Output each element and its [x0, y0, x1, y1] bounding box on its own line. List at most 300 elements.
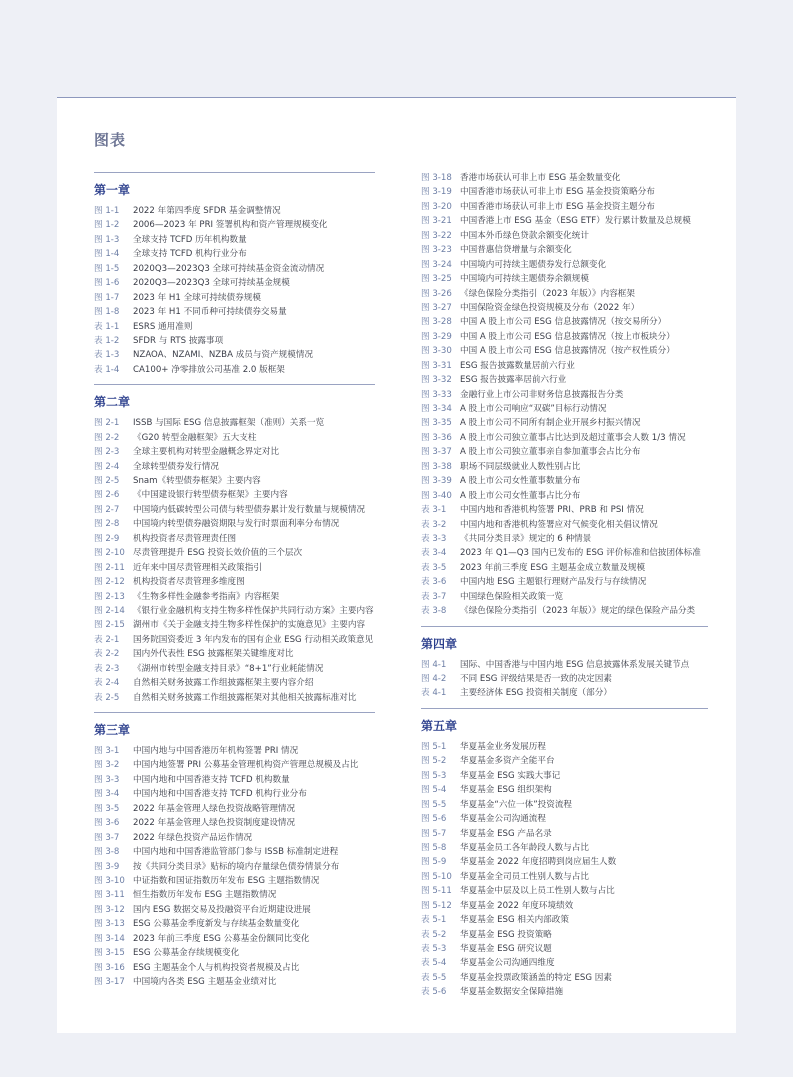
list-item[interactable]: [94, 903, 375, 917]
list-item[interactable]: [94, 431, 375, 445]
figure-caption: 华夏基金 ESG 实践大事记: [460, 770, 561, 781]
list-item[interactable]: [94, 590, 375, 604]
figure-number: 图 3-23: [421, 245, 452, 256]
figure-number: 图 1-6: [94, 278, 120, 289]
figure-caption: 香港市场获认可非上市 ESG 基金数量变化: [460, 173, 621, 183]
figure-caption: 华夏基金 ESG 投资策略: [460, 929, 552, 940]
list-item[interactable]: [94, 888, 375, 902]
figure-caption: 中国内地 ESG 主题银行理财产品发行与存续情况: [460, 577, 647, 588]
figure-caption: ESG 主题基金个人与机构投资者规模及占比: [133, 962, 300, 973]
figure-number: 图 2-1: [94, 418, 120, 429]
figure-caption: 中国内地和香港机构签署 PRI、PRB 和 PSI 情况: [460, 505, 644, 516]
figure-caption: 华夏基金 ESG 组织架构: [460, 785, 552, 796]
figure-number: 图 3-31: [421, 360, 452, 371]
figure-caption: SFDR 与 RTS 披露事项: [133, 335, 224, 346]
list-item[interactable]: [421, 489, 708, 503]
figure-number: 图 3-37: [421, 447, 452, 458]
list-item[interactable]: [421, 402, 708, 416]
figure-caption: ISSB 与国际 ESG 信息披露框架（准则）关系一览: [133, 418, 325, 429]
list-item[interactable]: [421, 474, 708, 488]
list-item[interactable]: [94, 662, 375, 676]
list-item[interactable]: [421, 214, 708, 228]
list-item[interactable]: [421, 884, 708, 898]
figure-list: [421, 171, 708, 619]
figure-number: 表 3-6: [421, 577, 447, 588]
figure-caption: 全球主要机构对转型金融概念界定对比: [133, 447, 280, 458]
figure-number: 表 3-4: [421, 548, 447, 559]
figure-caption: 华夏基金 ESG 相关内部政策: [460, 915, 569, 926]
figure-number: 图 3-16: [94, 962, 125, 973]
list-item[interactable]: [421, 272, 708, 286]
figure-number: 图 3-3: [94, 774, 120, 785]
figure-caption: 华夏基金 ESG 产品名录: [460, 828, 552, 839]
figure-caption: 2022 年基金管理人绿色投资战略管理情况: [133, 803, 296, 814]
section-spacer: [94, 377, 375, 384]
list-item[interactable]: [94, 416, 375, 430]
chapter-section: [421, 708, 708, 1007]
figure-caption: 《银行业金融机构支持生物多样性保护共同行动方案》主要内容: [133, 605, 374, 616]
list-item[interactable]: [94, 334, 375, 348]
list-item[interactable]: [94, 773, 375, 787]
list-item[interactable]: [421, 518, 708, 532]
figure-number: 图 3-34: [421, 404, 452, 414]
figure-number: 图 5-10: [421, 871, 452, 882]
figure-number: 图 2-4: [94, 461, 120, 472]
figure-caption: 华夏基金多资产全能平台: [460, 756, 555, 767]
divider: [94, 172, 375, 173]
figure-caption: 2023 年前三季度 ESG 主题基金成立数量及规模: [460, 562, 646, 573]
list-item[interactable]: [421, 604, 708, 618]
figure-number: 图 2-14: [94, 605, 125, 616]
figure-number: 图 3-14: [94, 933, 125, 944]
chapter-section: [94, 172, 375, 384]
figure-number: 表 3-3: [421, 533, 447, 544]
figure-list: [421, 658, 708, 701]
list-item[interactable]: [94, 802, 375, 816]
figure-caption: 中国内地和中国香港支持 TCFD 机构数量: [133, 774, 290, 785]
list-item[interactable]: [94, 860, 375, 874]
figure-number: 图 3-17: [94, 977, 125, 987]
list-item[interactable]: [94, 744, 375, 758]
list-item[interactable]: [421, 185, 708, 199]
figure-number: 图 2-15: [94, 620, 125, 631]
figure-list: [421, 740, 708, 1000]
list-item[interactable]: [94, 975, 375, 989]
figure-number: 表 1-4: [94, 364, 120, 375]
list-item[interactable]: [94, 348, 375, 362]
figure-caption: 中国香港市场获认可非上市 ESG 基金投资主题分布: [460, 201, 655, 212]
list-item[interactable]: [421, 841, 708, 855]
list-item[interactable]: [94, 488, 375, 502]
figure-caption: 中证指数和国证指数历年发布 ESG 主题指数情况: [133, 875, 320, 886]
figure-caption: 中国内地和中国香港支持 TCFD 机构行业分布: [133, 789, 307, 800]
list-item[interactable]: [421, 754, 708, 768]
list-item[interactable]: [94, 816, 375, 830]
figure-number: 图 3-33: [421, 389, 452, 400]
figure-caption: 华夏基金业务发展历程: [460, 741, 546, 752]
figure-number: 表 5-5: [421, 972, 447, 983]
figure-number: 图 3-32: [421, 375, 452, 386]
figure-caption: 中国内地签署 PRI 公募基金管理机构资产管理总规模及占比: [133, 760, 359, 771]
figure-number: 表 5-4: [421, 958, 447, 969]
list-item[interactable]: [421, 243, 708, 257]
figure-caption: 2006—2023 年 PRI 签署机构和资产管理规模变化: [133, 220, 328, 231]
figure-caption: 中国境内可持续主题债券余额规模: [460, 274, 589, 285]
figure-caption: 中国香港市场获认可非上市 ESG 基金投资策略分布: [460, 187, 655, 198]
list-item[interactable]: [421, 575, 708, 589]
figure-caption: 华夏基金 2022 年度环境绩效: [460, 900, 574, 911]
chapter-section: [421, 626, 708, 708]
figure-number: 图 1-7: [94, 292, 120, 303]
chapter-section: [94, 384, 375, 712]
figure-caption: CA100+ 净零排放公司基准 2.0 版框架: [133, 364, 285, 375]
figure-number: 图 3-18: [421, 173, 452, 183]
figure-number: 图 5-5: [421, 799, 447, 810]
figure-number: 图 3-27: [421, 302, 452, 313]
figure-caption: 中国内地和中国香港监管部门参与 ISSB 标准制定进程: [133, 847, 339, 858]
figure-number: 表 5-2: [421, 929, 447, 940]
list-item[interactable]: [94, 676, 375, 690]
figure-number: 表 4-1: [421, 688, 447, 699]
figure-number: 图 5-2: [421, 756, 447, 767]
figure-number: 图 5-1: [421, 741, 447, 752]
list-item[interactable]: [421, 561, 708, 575]
section-spacer: [94, 989, 375, 996]
list-item[interactable]: [421, 899, 708, 913]
figure-number: 图 2-5: [94, 476, 120, 486]
figure-number: 图 3-2: [94, 760, 120, 771]
figure-number: 表 3-8: [421, 606, 447, 617]
list-item[interactable]: [94, 363, 375, 377]
figure-number: 图 4-2: [421, 674, 447, 684]
list-item[interactable]: [94, 831, 375, 845]
list-item[interactable]: [94, 276, 375, 290]
figure-number: 表 2-3: [94, 663, 120, 674]
list-item[interactable]: [94, 503, 375, 517]
figure-caption: 2022 年绿色投资产品运作情况: [133, 832, 253, 843]
figure-caption: 《绿色保险分类指引（2023 年版）》规定的绿色保险产品分类: [460, 606, 696, 617]
list-item[interactable]: [94, 946, 375, 960]
figure-caption: 湖州市《关于金融支持生物多样性保护的实施意见》主要内容: [133, 620, 366, 631]
list-item[interactable]: [421, 503, 708, 517]
figure-caption: ESRS 通用准则: [133, 321, 193, 332]
list-item[interactable]: [421, 855, 708, 869]
list-item[interactable]: [421, 913, 708, 927]
contents-page: [57, 97, 736, 1033]
figure-number: 图 2-13: [94, 591, 125, 602]
list-item[interactable]: [94, 517, 375, 531]
figure-number: 图 3-4: [94, 789, 120, 800]
list-item[interactable]: [94, 305, 375, 319]
chapter-section: [94, 712, 375, 996]
figure-number: 图 3-20: [421, 201, 452, 212]
list-item[interactable]: [94, 932, 375, 946]
divider: [94, 712, 375, 713]
figure-number: 图 3-25: [421, 274, 452, 285]
figure-number: 图 1-5: [94, 263, 120, 274]
list-item[interactable]: [94, 532, 375, 546]
figure-caption: 中国 A 股上市公司 ESG 信息披露情况（按产权性质分）: [460, 346, 675, 357]
figure-caption: 恒生指数历年发布 ESG 主题指数情况: [133, 890, 277, 901]
figure-caption: 华夏基金公司沟通流程: [460, 814, 546, 825]
list-item[interactable]: [421, 546, 708, 560]
list-item[interactable]: [94, 787, 375, 801]
list-item[interactable]: [94, 474, 375, 488]
figure-number: 图 1-3: [94, 234, 120, 245]
figure-caption: ESG 公募基金季度新发与存续基金数量变化: [133, 919, 300, 930]
section-spacer: [94, 705, 375, 712]
figure-caption: 《湖州市转型金融支持目录》“8+1”行业耗能情况: [133, 663, 324, 674]
figure-caption: ESG 报告披露数量居前六行业: [460, 360, 575, 371]
list-item[interactable]: [421, 330, 708, 344]
list-item[interactable]: [421, 200, 708, 214]
figure-caption: 华夏基金 2022 年度招聘到岗应届生人数: [460, 857, 617, 868]
list-item[interactable]: [421, 431, 708, 445]
figure-caption: 国内外代表性 ESG 披露框架关键维度对比: [133, 649, 294, 660]
figure-number: 图 1-2: [94, 220, 120, 231]
figure-number: 表 3-2: [421, 519, 447, 530]
figure-number: 表 2-1: [94, 634, 120, 645]
figure-number: 图 3-11: [94, 890, 125, 901]
figure-caption: 《绿色保险分类指引（2023 年版）》内容框架: [460, 288, 635, 299]
figure-caption: 中国绿色保险相关政策一览: [460, 591, 564, 602]
figure-caption: A 股上市公司独立董事占比达到及超过董事会人数 1/3 情况: [460, 432, 686, 443]
chapter-heading: 第四章: [421, 636, 458, 651]
figure-caption: 尽责管理提升 ESG 投资长效价值的三个层次: [133, 548, 303, 559]
list-item[interactable]: [421, 445, 708, 459]
figure-number: 图 5-11: [421, 886, 452, 897]
figure-number: 图 3-24: [421, 259, 452, 270]
left-column: [94, 172, 375, 996]
list-item[interactable]: [94, 247, 375, 261]
list-item[interactable]: [421, 870, 708, 884]
figure-list: [94, 744, 375, 989]
figure-caption: 华夏基金全司员工性别人数与占比: [460, 871, 589, 882]
figure-number: 图 2-6: [94, 490, 120, 501]
section-spacer: [421, 619, 708, 626]
list-item[interactable]: [421, 740, 708, 754]
list-item[interactable]: [421, 783, 708, 797]
figure-number: 图 2-8: [94, 519, 120, 530]
list-item[interactable]: [421, 812, 708, 826]
list-item[interactable]: [421, 460, 708, 474]
list-item[interactable]: [421, 301, 708, 315]
list-item[interactable]: [421, 798, 708, 812]
list-item[interactable]: [94, 218, 375, 232]
figure-list: [94, 204, 375, 377]
figure-number: 图 3-36: [421, 432, 452, 443]
list-item[interactable]: [421, 532, 708, 546]
right-column: [421, 171, 708, 1007]
list-item[interactable]: [94, 917, 375, 931]
list-item[interactable]: [421, 942, 708, 956]
list-item[interactable]: [421, 672, 708, 686]
list-item[interactable]: [421, 344, 708, 358]
figure-number: 图 3-1: [94, 746, 120, 756]
list-item[interactable]: [94, 618, 375, 632]
figure-number: 图 3-30: [421, 346, 452, 357]
figure-number: 图 2-9: [94, 533, 120, 544]
figure-caption: 2022 年第四季度 SFDR 基金调整情况: [133, 206, 281, 216]
section-spacer: [421, 701, 708, 708]
figure-number: 图 3-35: [421, 418, 452, 429]
figure-number: 表 1-2: [94, 335, 120, 346]
figure-number: 图 3-28: [421, 317, 452, 328]
figure-caption: ESG 公募基金存续规模变化: [133, 948, 240, 959]
figure-number: 图 3-22: [421, 230, 452, 241]
figure-caption: 华夏基金公司沟通四维度: [460, 958, 555, 969]
figure-number: 表 1-3: [94, 350, 120, 361]
figure-caption: 2023 年 H1 全球可持续债券规模: [133, 292, 261, 303]
list-item[interactable]: [421, 258, 708, 272]
list-item[interactable]: [421, 171, 708, 185]
figure-caption: A 股上市公司女性董事占比分布: [460, 490, 581, 501]
list-item[interactable]: [94, 460, 375, 474]
figure-number: 图 5-8: [421, 842, 447, 853]
figure-caption: 自然相关财务披露工作组披露框架对其他相关披露标准对比: [133, 692, 357, 703]
figure-caption: A 股上市公司独立董事亲自参加董事会占比分布: [460, 447, 641, 458]
list-item[interactable]: [94, 961, 375, 975]
figure-number: 图 3-13: [94, 919, 125, 930]
figure-caption: 机构投资者尽责管理责任图: [133, 533, 237, 544]
figure-caption: 中国香港上市 ESG 基金（ESG ETF）发行累计数量及总规模: [460, 216, 691, 227]
list-item[interactable]: [94, 647, 375, 661]
figure-number: 图 3-38: [421, 461, 452, 472]
figure-caption: ESG 报告披露率居前六行业: [460, 375, 567, 386]
list-item[interactable]: [421, 590, 708, 604]
list-item[interactable]: [94, 604, 375, 618]
figure-number: 表 1-1: [94, 321, 120, 332]
list-item[interactable]: [94, 845, 375, 859]
figure-caption: 中国保险资金绿色投资规模及分布（2022 年）: [460, 302, 640, 313]
figure-number: 表 3-1: [421, 505, 447, 516]
figure-number: 图 1-4: [94, 249, 120, 260]
figure-number: 图 2-11: [94, 562, 125, 573]
figure-number: 表 5-6: [421, 987, 447, 998]
figure-caption: 2023 年前三季度 ESG 公募基金份额同比变化: [133, 933, 310, 944]
list-item[interactable]: [94, 320, 375, 334]
figure-number: 表 5-3: [421, 944, 447, 954]
list-item[interactable]: [421, 686, 708, 700]
figure-caption: 《共同分类目录》规定的 6 种情景: [460, 533, 592, 544]
figure-caption: 2022 年基金管理人绿色投资制度建设情况: [133, 818, 296, 829]
figure-caption: 《中国建设银行转型债券框架》主要内容: [133, 490, 288, 501]
figure-caption: 中国 A 股上市公司 ESG 信息披露情况（按上市板块分）: [460, 331, 675, 342]
figure-number: 图 3-5: [94, 803, 120, 814]
list-item[interactable]: [421, 956, 708, 970]
list-item[interactable]: [421, 769, 708, 783]
figure-caption: 全球支持 TCFD 历年机构数量: [133, 234, 247, 245]
list-item[interactable]: [94, 758, 375, 772]
figure-caption: 2023 年 H1 不同币种可持续债券交易量: [133, 307, 287, 318]
chapter-heading: 第二章: [94, 395, 131, 410]
list-item[interactable]: [421, 229, 708, 243]
figure-caption: 职场不同层级就业人数性别占比: [460, 461, 581, 472]
divider: [421, 626, 708, 627]
figure-caption: 《生物多样性金融参考指南》内容框架: [133, 591, 280, 602]
figure-number: 图 3-40: [421, 490, 452, 501]
figure-caption: A 股上市公司女性董事数量分布: [460, 476, 581, 487]
figure-number: 图 3-29: [421, 331, 452, 342]
figure-number: 图 2-10: [94, 548, 125, 559]
figure-number: 图 3-12: [94, 904, 125, 915]
list-item[interactable]: [94, 691, 375, 705]
figure-caption: 华夏基金 ESG 研究议题: [460, 944, 552, 954]
figure-caption: 中国普惠信贷增量与余额变化: [460, 245, 572, 256]
figure-caption: 华夏基金员工各年龄段人数与占比: [460, 842, 589, 853]
section-spacer: [421, 1000, 708, 1007]
chapter-heading: 第五章: [421, 718, 458, 733]
list-item[interactable]: [421, 315, 708, 329]
list-item[interactable]: [94, 445, 375, 459]
figure-caption: 全球支持 TCFD 机构行业分布: [133, 249, 247, 260]
list-item[interactable]: [94, 262, 375, 276]
figure-number: 图 1-1: [94, 206, 120, 216]
list-item[interactable]: [421, 971, 708, 985]
divider: [421, 708, 708, 709]
figure-caption: 全球转型债券发行情况: [133, 461, 219, 472]
figure-number: 图 5-3: [421, 770, 447, 781]
figure-caption: 金融行业上市公司非财务信息披露报告分类: [460, 389, 624, 400]
figure-number: 图 3-6: [94, 818, 120, 829]
figure-caption: 自然相关财务披露工作组披露框架主要内容介绍: [133, 678, 314, 689]
list-item[interactable]: [94, 204, 375, 218]
list-item[interactable]: [421, 287, 708, 301]
list-item[interactable]: [421, 373, 708, 387]
figure-number: 表 2-4: [94, 678, 120, 689]
list-item[interactable]: [421, 827, 708, 841]
figure-caption: 中国境内各类 ESG 主题基金业绩对比: [133, 977, 277, 987]
figure-caption: A 股上市公司不同所有制企业开展乡村振兴情况: [460, 418, 641, 429]
figure-caption: 《G20 转型金融框架》五大支柱: [133, 432, 257, 443]
figure-number: 图 3-26: [421, 288, 452, 299]
list-item[interactable]: [421, 928, 708, 942]
list-item[interactable]: [421, 985, 708, 999]
figure-number: 图 3-7: [94, 832, 120, 843]
list-item[interactable]: [94, 291, 375, 305]
figure-caption: 国务院国资委近 3 年内发布的国有企业 ESG 行动相关政策意见: [133, 634, 374, 645]
figure-caption: 国际、中国香港与中国内地 ESG 信息披露体系发展关键节点: [460, 659, 690, 670]
list-item[interactable]: [94, 561, 375, 575]
list-item[interactable]: [94, 633, 375, 647]
chapter-section: [421, 171, 708, 626]
figure-number: 图 3-19: [421, 187, 452, 198]
figure-number: 图 5-6: [421, 814, 447, 825]
figure-caption: 华夏基金数据安全保障措施: [460, 987, 564, 998]
figure-number: 图 2-7: [94, 504, 120, 515]
figure-number: 图 5-12: [421, 900, 452, 911]
list-item[interactable]: [94, 233, 375, 247]
list-item[interactable]: [421, 416, 708, 430]
list-item[interactable]: [94, 546, 375, 560]
figure-caption: 中国 A 股上市公司 ESG 信息披露情况（按交易所分）: [460, 317, 667, 328]
figure-number: 图 3-10: [94, 875, 125, 886]
list-item[interactable]: [421, 388, 708, 402]
figure-caption: 2020Q3—2023Q3 全球可持续基金资金流动情况: [133, 263, 325, 274]
figure-caption: Snam《转型债券框架》主要内容: [133, 476, 261, 486]
figure-caption: 国内 ESG 数据交易及投融资平台近期建设进展: [133, 904, 311, 915]
figure-caption: 按《共同分类目录》贴标的境内存量绿色债券情景分布: [133, 861, 340, 872]
figure-caption: A 股上市公司响应“双碳”目标行动情况: [460, 404, 607, 414]
figure-number: 图 3-21: [421, 216, 452, 227]
figure-number: 图 3-15: [94, 948, 125, 959]
figure-number: 图 3-9: [94, 861, 120, 872]
list-item[interactable]: [421, 658, 708, 672]
figure-caption: 华夏基金“六位一体”投资流程: [460, 799, 573, 810]
list-item[interactable]: [94, 874, 375, 888]
list-item[interactable]: [94, 575, 375, 589]
list-item[interactable]: [421, 359, 708, 373]
